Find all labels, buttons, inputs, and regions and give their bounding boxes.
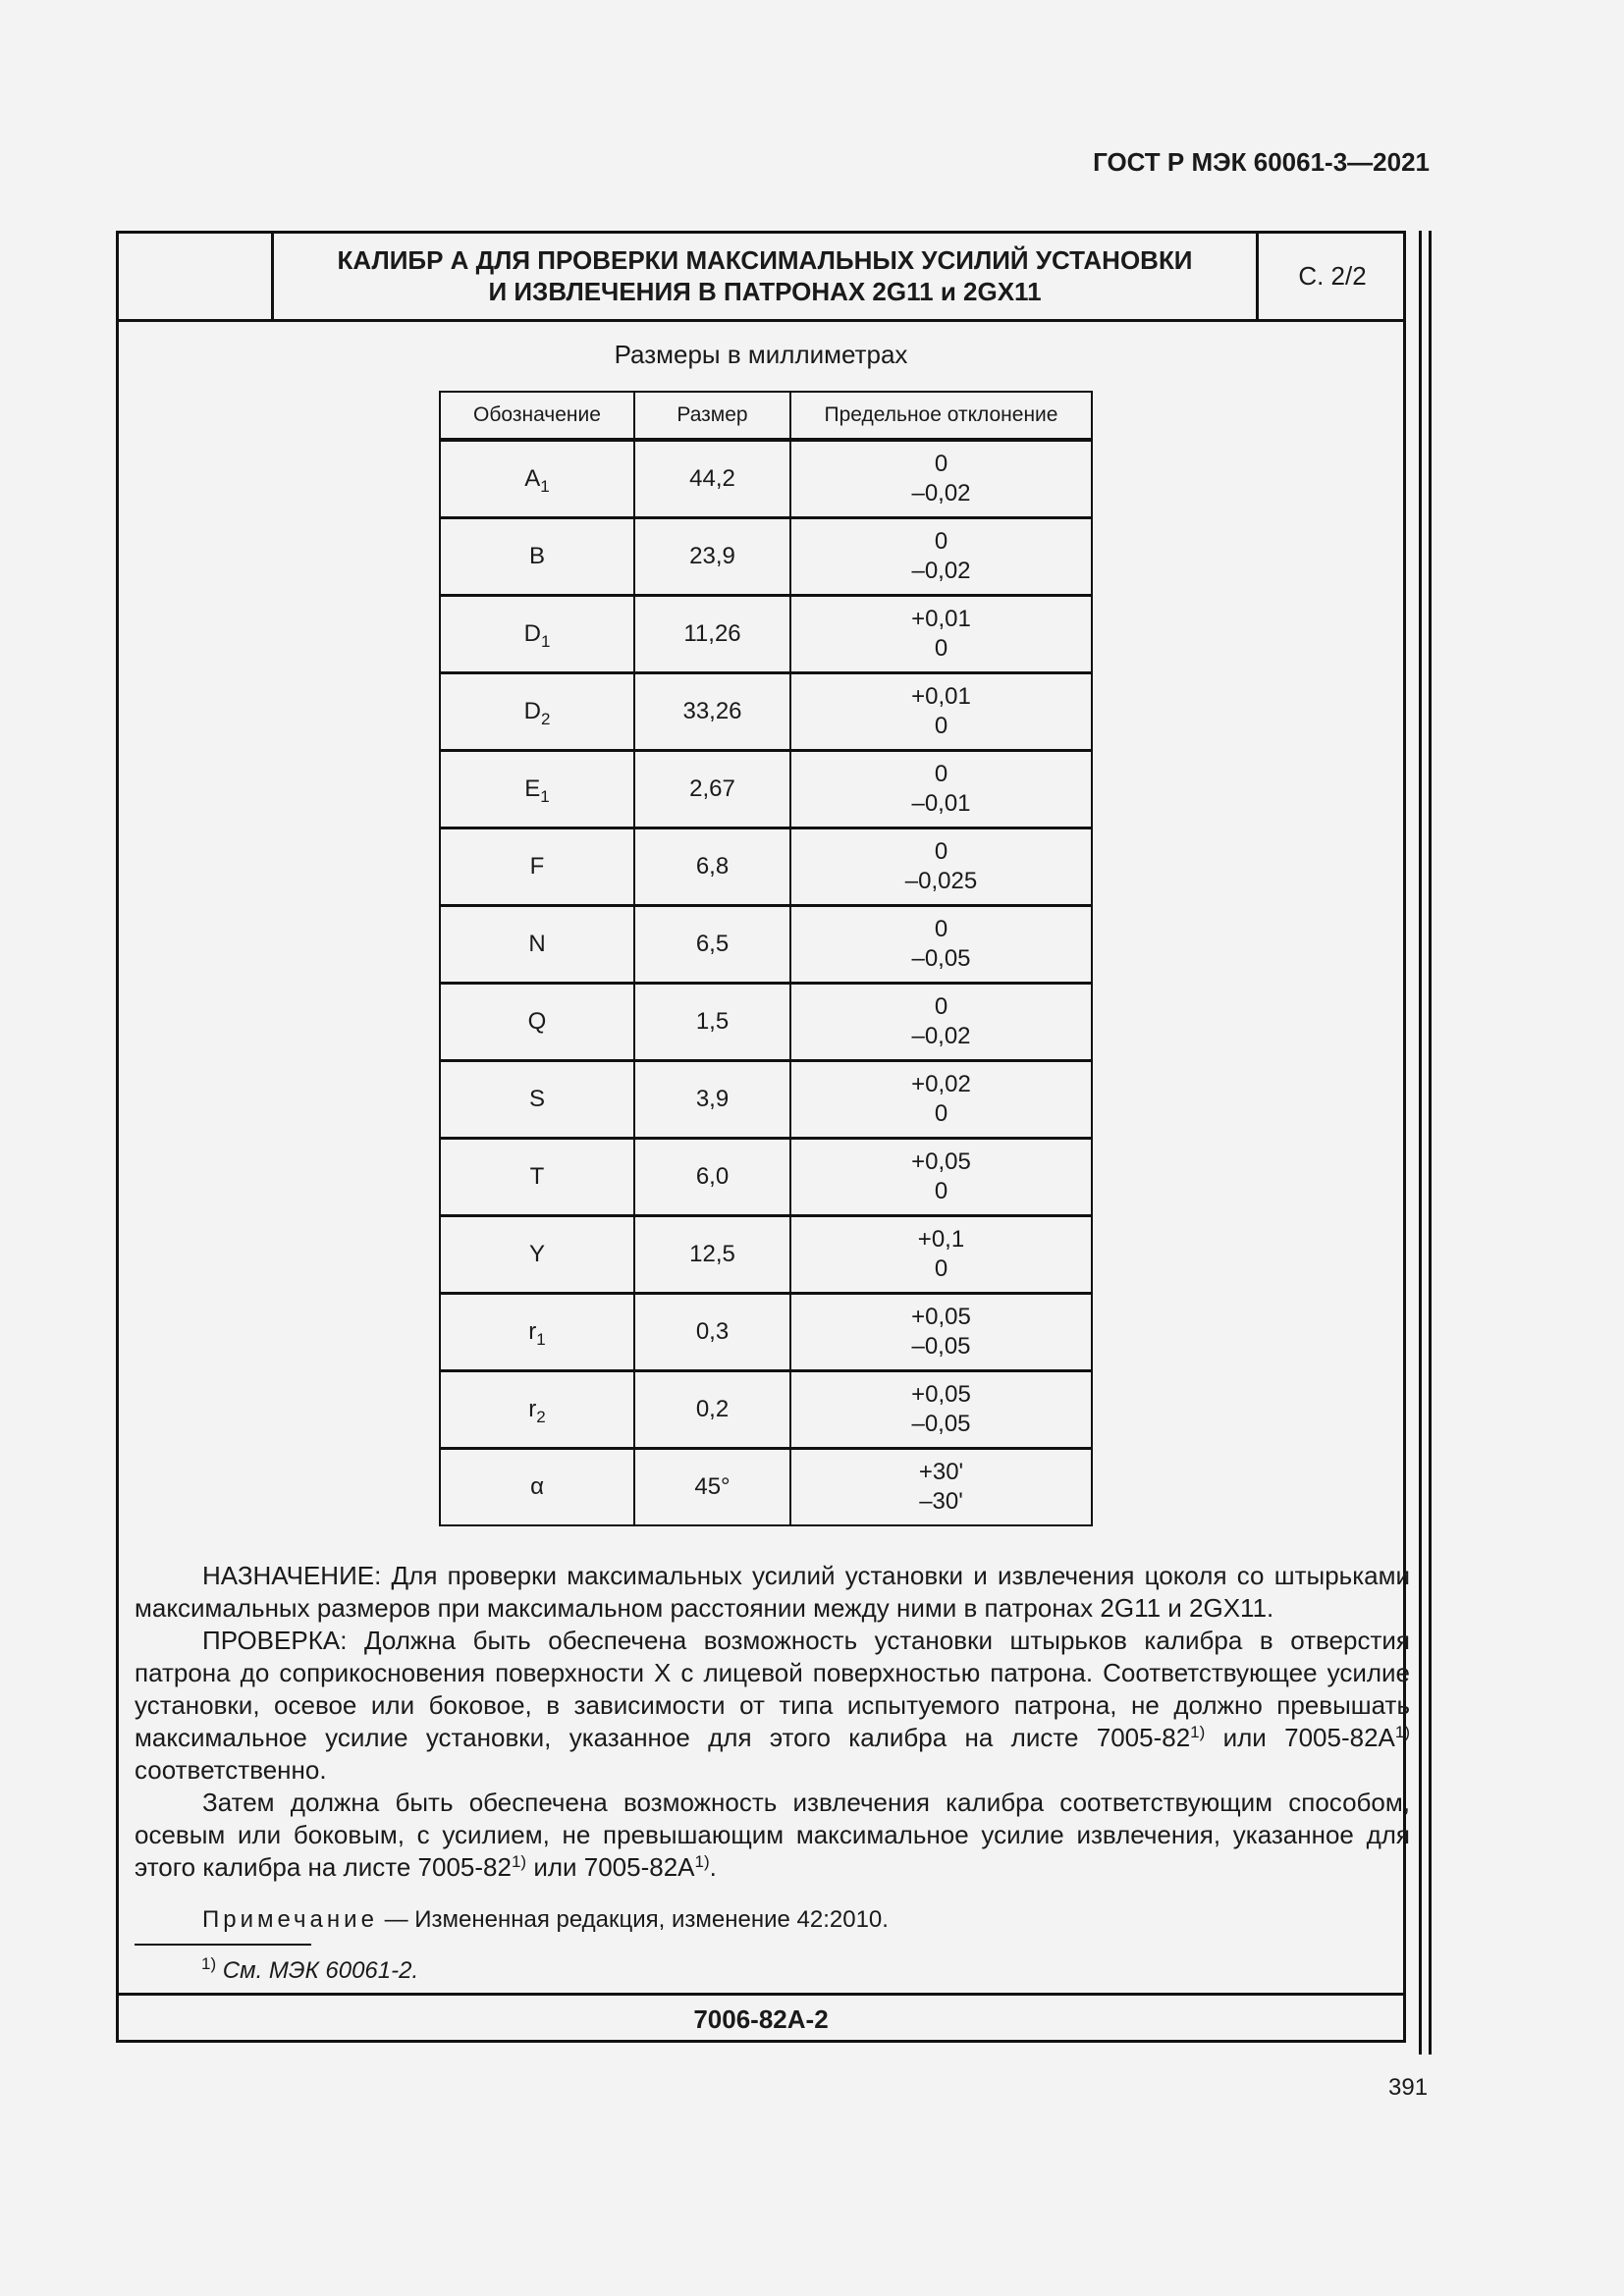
upper-deviation: +0,01 bbox=[911, 606, 971, 632]
symbol: r bbox=[528, 1318, 537, 1345]
symbol: Q bbox=[527, 1008, 547, 1035]
tolerance-cell bbox=[790, 1371, 1092, 1449]
symbol-subscript: 1 bbox=[540, 632, 551, 651]
size-cell: 3,9 bbox=[634, 1061, 790, 1139]
symbol: B bbox=[528, 543, 545, 569]
symbol-cell bbox=[440, 1294, 634, 1371]
size-cell: 6,0 bbox=[634, 1139, 790, 1216]
symbol-cell bbox=[440, 1449, 634, 1526]
dimensions-table bbox=[439, 391, 1093, 1526]
size-cell: 2,67 bbox=[634, 751, 790, 828]
symbol-subscript: 2 bbox=[540, 710, 551, 728]
symbol-cell bbox=[440, 1139, 634, 1216]
table-row bbox=[440, 518, 1092, 596]
upper-deviation: +0,1 bbox=[917, 1226, 965, 1253]
upper-deviation: +0,05 bbox=[911, 1148, 971, 1175]
size-cell: 33,26 bbox=[634, 673, 790, 751]
lower-deviation: 0 bbox=[934, 1100, 948, 1127]
size-cell: 11,26 bbox=[634, 596, 790, 673]
tolerance-cell bbox=[790, 1449, 1092, 1526]
size-cell: 0,2 bbox=[634, 1371, 790, 1449]
footnote-text: См. МЭК 60061-2. bbox=[222, 1957, 419, 1984]
footnote-ref: 1) bbox=[694, 1852, 710, 1871]
size-cell: 6,5 bbox=[634, 906, 790, 984]
symbol: α bbox=[530, 1473, 544, 1500]
footnote-rule bbox=[135, 1944, 311, 1946]
margin-line bbox=[1419, 231, 1422, 2055]
symbol: A bbox=[524, 465, 541, 492]
tolerance-cell bbox=[790, 1216, 1092, 1294]
symbol-cell bbox=[440, 440, 634, 518]
extraction-paragraph: Затем должна быть обеспечена возможность извлечения калибра соответствующим способом, осевым или боковым, с усилием, не превышающим максимальное усилие извлечения, указанное для этого калибра на листе 7005-82$^{1)}$ или $7005-82А^{1)}$. bbox=[135, 1788, 1410, 1882]
column-header: Предельное отклонение bbox=[790, 392, 1092, 440]
purpose-paragraph: НАЗНАЧЕНИЕ: Для проверки максимальных усилий установки и извлечения цоколя со штырьками максимальных размеров при максимальном расстоянии между ними в патронах 2G11 и 2GX11. bbox=[135, 1561, 1410, 1623]
note-text: — Измененная редакция, изменение 42:2010. bbox=[377, 1906, 889, 1933]
upper-deviation: +0,05 bbox=[911, 1304, 971, 1330]
lower-deviation: 0 bbox=[934, 1178, 948, 1204]
table-body bbox=[440, 440, 1092, 1525]
upper-deviation: 0 bbox=[934, 916, 948, 942]
upper-deviation: +0,05 bbox=[911, 1381, 971, 1408]
upper-deviation: +30' bbox=[918, 1459, 964, 1485]
symbol-subscript: 2 bbox=[536, 1408, 546, 1426]
table-row bbox=[440, 906, 1092, 984]
symbol: D bbox=[523, 698, 541, 724]
table-row bbox=[440, 1449, 1092, 1526]
footnote-ref: 1) bbox=[1190, 1723, 1206, 1741]
table-row bbox=[440, 596, 1092, 673]
check-paragraph: ПРОВЕРКА: Должна быть обеспечена возможность установки штырьков калибра в отверстия патрона до соприкосновения поверхности X с лицевой поверхностью патрона. Соответствующее усилие установки, осевое или боковое, в зависимости от типа испытуемого патрона, не должно превышать максимальное усилие установки, указанное для этого калибра на листе 7005-82$^{1)}$ или $7005-82А^{1)}$ соответственно. bbox=[135, 1626, 1410, 1785]
size-cell: 6,8 bbox=[634, 828, 790, 906]
footnote-ref: 1) bbox=[1394, 1723, 1410, 1741]
title-line-2: И ИЗВЛЕЧЕНИЯ В ПАТРОНАХ 2G11 и 2GX11 bbox=[488, 276, 1042, 306]
header-blank-cell bbox=[119, 234, 274, 319]
size-cell: 12,5 bbox=[634, 1216, 790, 1294]
symbol-cell bbox=[440, 518, 634, 596]
lower-deviation: –0,02 bbox=[911, 1023, 971, 1049]
table-header-row bbox=[440, 392, 1092, 440]
lower-deviation: –0,05 bbox=[911, 1411, 971, 1437]
note bbox=[202, 1906, 889, 1934]
table-row bbox=[440, 1371, 1092, 1449]
symbol-subscript: 1 bbox=[540, 787, 550, 806]
footnote-mark: 1) bbox=[201, 1954, 217, 1973]
footnote bbox=[201, 1954, 419, 1985]
tolerance-cell bbox=[790, 440, 1092, 518]
upper-deviation: +0,01 bbox=[911, 683, 971, 710]
symbol-cell bbox=[440, 1371, 634, 1449]
table-row bbox=[440, 673, 1092, 751]
table-row bbox=[440, 751, 1092, 828]
tolerance-cell bbox=[790, 1139, 1092, 1216]
sheet-designation-footer: 7006-82А-2 bbox=[119, 1993, 1403, 2043]
page-number: 391 bbox=[1388, 2074, 1429, 2101]
symbol-cell bbox=[440, 751, 634, 828]
sheet-title bbox=[274, 234, 1256, 319]
tolerance-cell bbox=[790, 828, 1092, 906]
title-line-1: КАЛИБР А ДЛЯ ПРОВЕРКИ МАКСИМАЛЬНЫХ УСИЛИЙ УСТАНОВКИ bbox=[337, 245, 1193, 276]
tolerance-cell bbox=[790, 596, 1092, 673]
lower-deviation: –30' bbox=[919, 1488, 963, 1515]
upper-deviation: 0 bbox=[934, 528, 948, 555]
symbol: D bbox=[523, 620, 541, 647]
size-cell: 44,2 bbox=[634, 440, 790, 518]
symbol-cell bbox=[440, 1216, 634, 1294]
symbol: F bbox=[529, 853, 545, 880]
size-cell: 0,3 bbox=[634, 1294, 790, 1371]
body-text bbox=[135, 1560, 1410, 1884]
table-row bbox=[440, 1061, 1092, 1139]
size-cell: 1,5 bbox=[634, 984, 790, 1061]
symbol-cell bbox=[440, 1061, 634, 1139]
tolerance-cell bbox=[790, 518, 1092, 596]
margin-line bbox=[1429, 231, 1432, 2055]
symbol-cell bbox=[440, 596, 634, 673]
upper-deviation: 0 bbox=[934, 451, 948, 477]
symbol-cell bbox=[440, 984, 634, 1061]
tolerance-cell bbox=[790, 751, 1092, 828]
tolerance-cell bbox=[790, 673, 1092, 751]
lower-deviation: –0,01 bbox=[911, 790, 971, 817]
symbol: Y bbox=[528, 1241, 545, 1267]
lower-deviation: –0,025 bbox=[904, 868, 978, 894]
symbol: N bbox=[528, 931, 546, 957]
lower-deviation: 0 bbox=[934, 1255, 948, 1282]
footnote-ref: 1) bbox=[511, 1852, 527, 1871]
lower-deviation: 0 bbox=[934, 635, 948, 662]
tolerance-cell bbox=[790, 1061, 1092, 1139]
lower-deviation: –0,02 bbox=[911, 558, 971, 584]
symbol: r bbox=[528, 1396, 537, 1422]
size-cell: 23,9 bbox=[634, 518, 790, 596]
symbol-cell bbox=[440, 906, 634, 984]
lower-deviation: 0 bbox=[934, 713, 948, 739]
lower-deviation: –0,05 bbox=[911, 1333, 971, 1360]
sheet-frame bbox=[116, 231, 1410, 2043]
size-cell: 45° bbox=[634, 1449, 790, 1526]
table-row bbox=[440, 440, 1092, 518]
symbol: S bbox=[528, 1086, 545, 1112]
column-header: Размер bbox=[634, 392, 790, 440]
upper-deviation: 0 bbox=[934, 993, 948, 1020]
column-header: Обозначение bbox=[440, 392, 634, 440]
standard-designation: ГОСТ Р МЭК 60061-3—2021 bbox=[1093, 147, 1430, 177]
upper-deviation: 0 bbox=[934, 838, 948, 865]
sheet-page-indicator: С. 2/2 bbox=[1256, 234, 1406, 319]
units-caption: Размеры в миллиметрах bbox=[614, 340, 908, 369]
symbol-cell bbox=[440, 828, 634, 906]
lower-deviation: –0,02 bbox=[911, 480, 971, 507]
tolerance-cell bbox=[790, 984, 1092, 1061]
symbol-cell bbox=[440, 673, 634, 751]
lower-deviation: –0,05 bbox=[911, 945, 971, 972]
upper-deviation: +0,02 bbox=[911, 1071, 971, 1097]
tolerance-cell bbox=[790, 1294, 1092, 1371]
table-row bbox=[440, 984, 1092, 1061]
tolerance-cell bbox=[790, 906, 1092, 984]
table-row bbox=[440, 1216, 1092, 1294]
symbol-subscript: 1 bbox=[536, 1330, 546, 1349]
symbol: E bbox=[524, 775, 541, 802]
table-row bbox=[440, 1139, 1092, 1216]
table-row bbox=[440, 828, 1092, 906]
symbol-subscript: 1 bbox=[540, 477, 550, 496]
sheet-header bbox=[119, 234, 1403, 322]
symbol: T bbox=[529, 1163, 545, 1190]
note-label: Примечание bbox=[202, 1906, 378, 1933]
upper-deviation: 0 bbox=[934, 761, 948, 787]
table-row bbox=[440, 1294, 1092, 1371]
